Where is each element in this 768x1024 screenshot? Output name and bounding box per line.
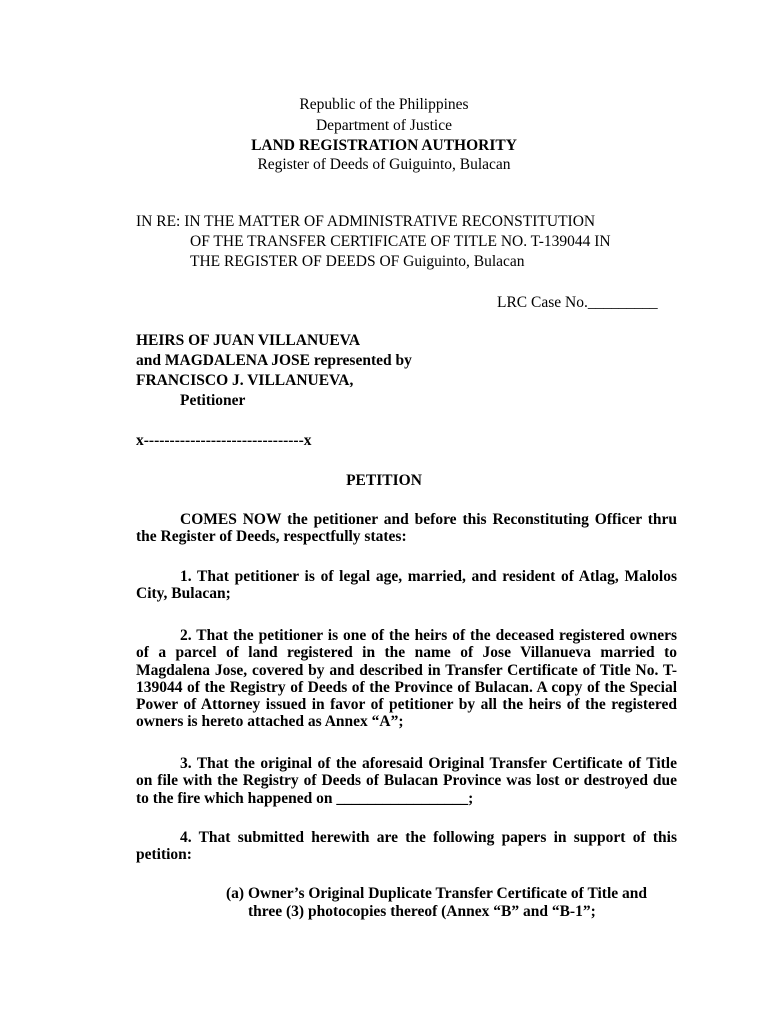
caption-separator: x-------------------------------x	[136, 432, 312, 449]
lrc-case-number: LRC Case No._________	[497, 294, 658, 311]
document-title: PETITION	[346, 472, 422, 489]
parties-block	[136, 331, 412, 411]
paragraph-1	[136, 568, 677, 603]
party-role: Petitioner	[180, 392, 246, 409]
header-register: Register of Deeds of Guiguinto, Bulacan	[257, 156, 511, 173]
paragraph-intro-text: COMES NOW the petitioner and before this Reconstituting Officer thru the Register of Deeds, respectfully states:	[136, 511, 677, 546]
in-re-caption	[136, 212, 696, 272]
party-line-2: and MAGDALENA JOSE represented by	[136, 352, 412, 369]
paragraph-4	[136, 829, 677, 864]
paragraph-2	[136, 627, 677, 731]
paragraph-4-text: 4. That submitted herewith are the following papers in support of this petition:	[136, 829, 677, 864]
party-line-1: HEIRS OF JUAN VILLANUEVA	[136, 332, 361, 349]
paragraph-1-text: 1. That petitioner is of legal age, married, and resident of Atlag, Malolos City, Bulacan;	[136, 568, 677, 603]
paragraph-intro	[136, 511, 677, 546]
sub-item-a-line-2: three (3) photocopies thereof (Annex “B” and “B-1”;	[248, 903, 596, 920]
header-authority: LAND REGISTRATION AUTHORITY	[251, 137, 517, 154]
sub-item-a	[226, 885, 678, 921]
in-re-line-3: THE REGISTER OF DEEDS OF Guiguinto, Bulacan	[190, 253, 525, 270]
sub-item-a-line-1: (a) Owner’s Original Duplicate Transfer Certificate of Title and	[226, 885, 648, 902]
paragraph-2-text: 2. That the petitioner is one of the heirs of the deceased registered owners of a parcel of land registered in the name of Jose Villanueva married to Magdalena Jose, covered by and described in Transfer Certificate of Title No. T-139044 of the Registry of Deeds of the Province of Bulacan. A copy of the Special Power of Attorney issued in favor of petitioner by all the heirs of the registered owners is hereto attached as Annex “A”;	[136, 627, 677, 731]
paragraph-3-text: 3. That the original of the aforesaid Original Transfer Certificate of Title on file with the Registry of Deeds of Bulacan Province was lost or destroyed due to the fire which happened on _________________;	[136, 755, 677, 807]
header-department: Department of Justice	[315, 117, 452, 134]
paragraph-3	[136, 755, 677, 807]
header-republic: Republic of the Philippines	[299, 96, 469, 113]
in-re-line-2: OF THE TRANSFER CERTIFICATE OF TITLE NO. T-139044 IN	[190, 233, 611, 250]
party-line-3: FRANCISCO J. VILLANUEVA,	[136, 372, 354, 389]
in-re-line-1: IN RE: IN THE MATTER OF ADMINISTRATIVE RECONSTITUTION	[136, 213, 596, 230]
